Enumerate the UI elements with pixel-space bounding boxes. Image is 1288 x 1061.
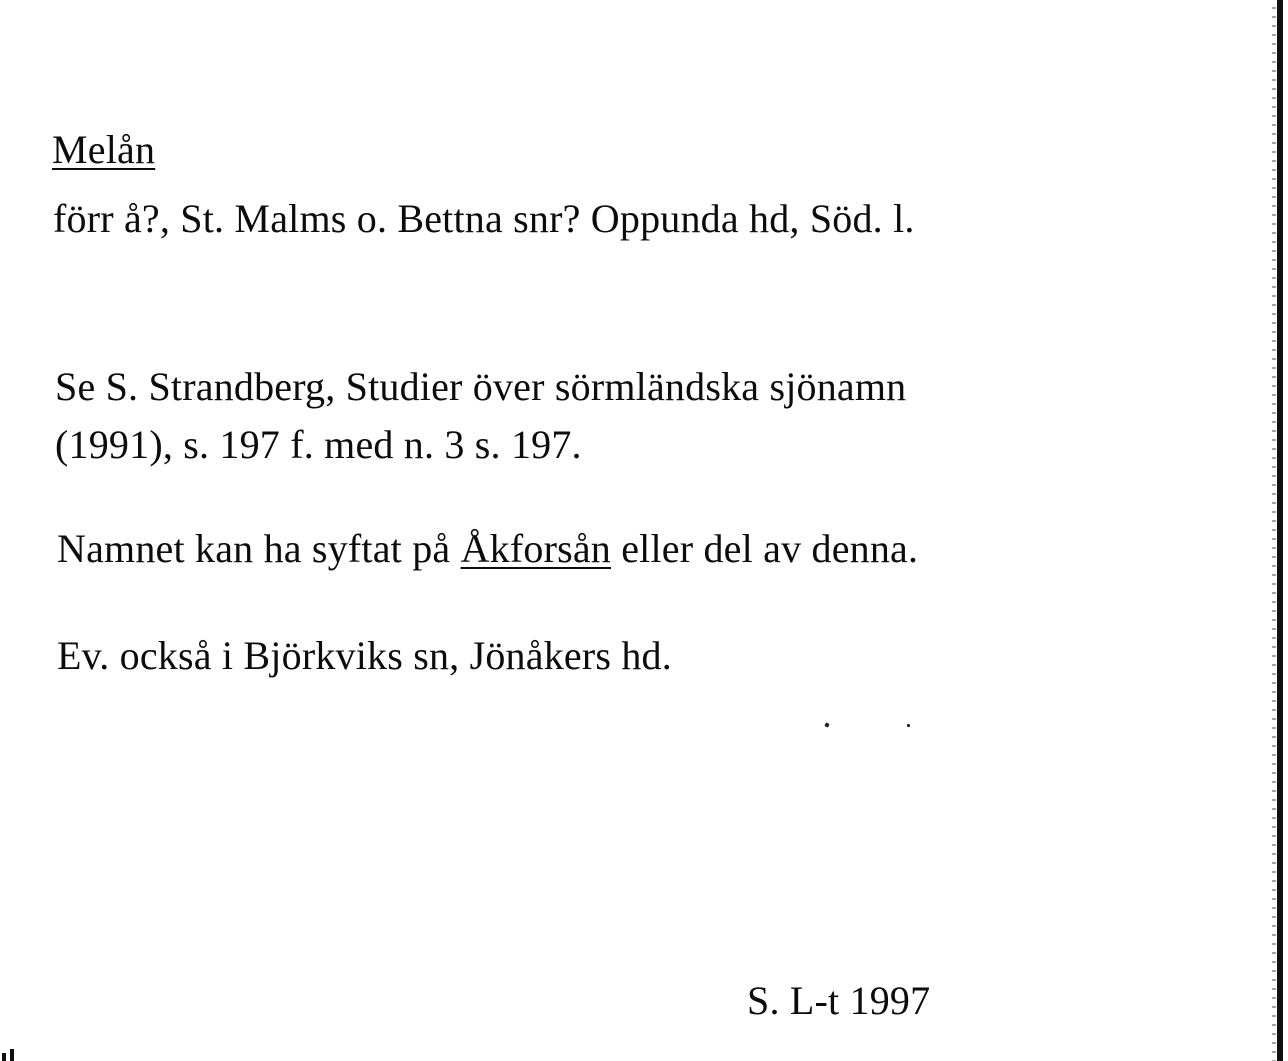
note-text-before: Namnet kan ha syftat på xyxy=(57,526,461,571)
locality-line: förr å?, St. Malms o. Bettna snr? Oppunda hd, Söd. l. xyxy=(53,196,915,241)
also-line: Ev. också i Björkviks sn, Jönåkers hd. xyxy=(57,633,672,678)
scan-edge-noise xyxy=(1272,0,1276,1061)
card-title: Melån xyxy=(52,127,156,172)
scan-speck xyxy=(907,724,910,727)
reference-line-2: (1991), s. 197 f. med n. 3 s. 197. xyxy=(55,422,582,467)
note-text-after: eller del av denna. xyxy=(611,526,919,571)
akforsan-cross-reference: Åkforsån xyxy=(460,526,612,571)
note-line xyxy=(57,525,918,573)
scan-edge-border xyxy=(1277,0,1283,1061)
signature: S. L-t 1997 xyxy=(747,978,931,1023)
scan-corner-mark xyxy=(0,1047,18,1061)
scan-speck xyxy=(824,722,829,727)
reference-line-1: Se S. Strandberg, Studier över sörmländska sjönamn xyxy=(55,364,907,409)
